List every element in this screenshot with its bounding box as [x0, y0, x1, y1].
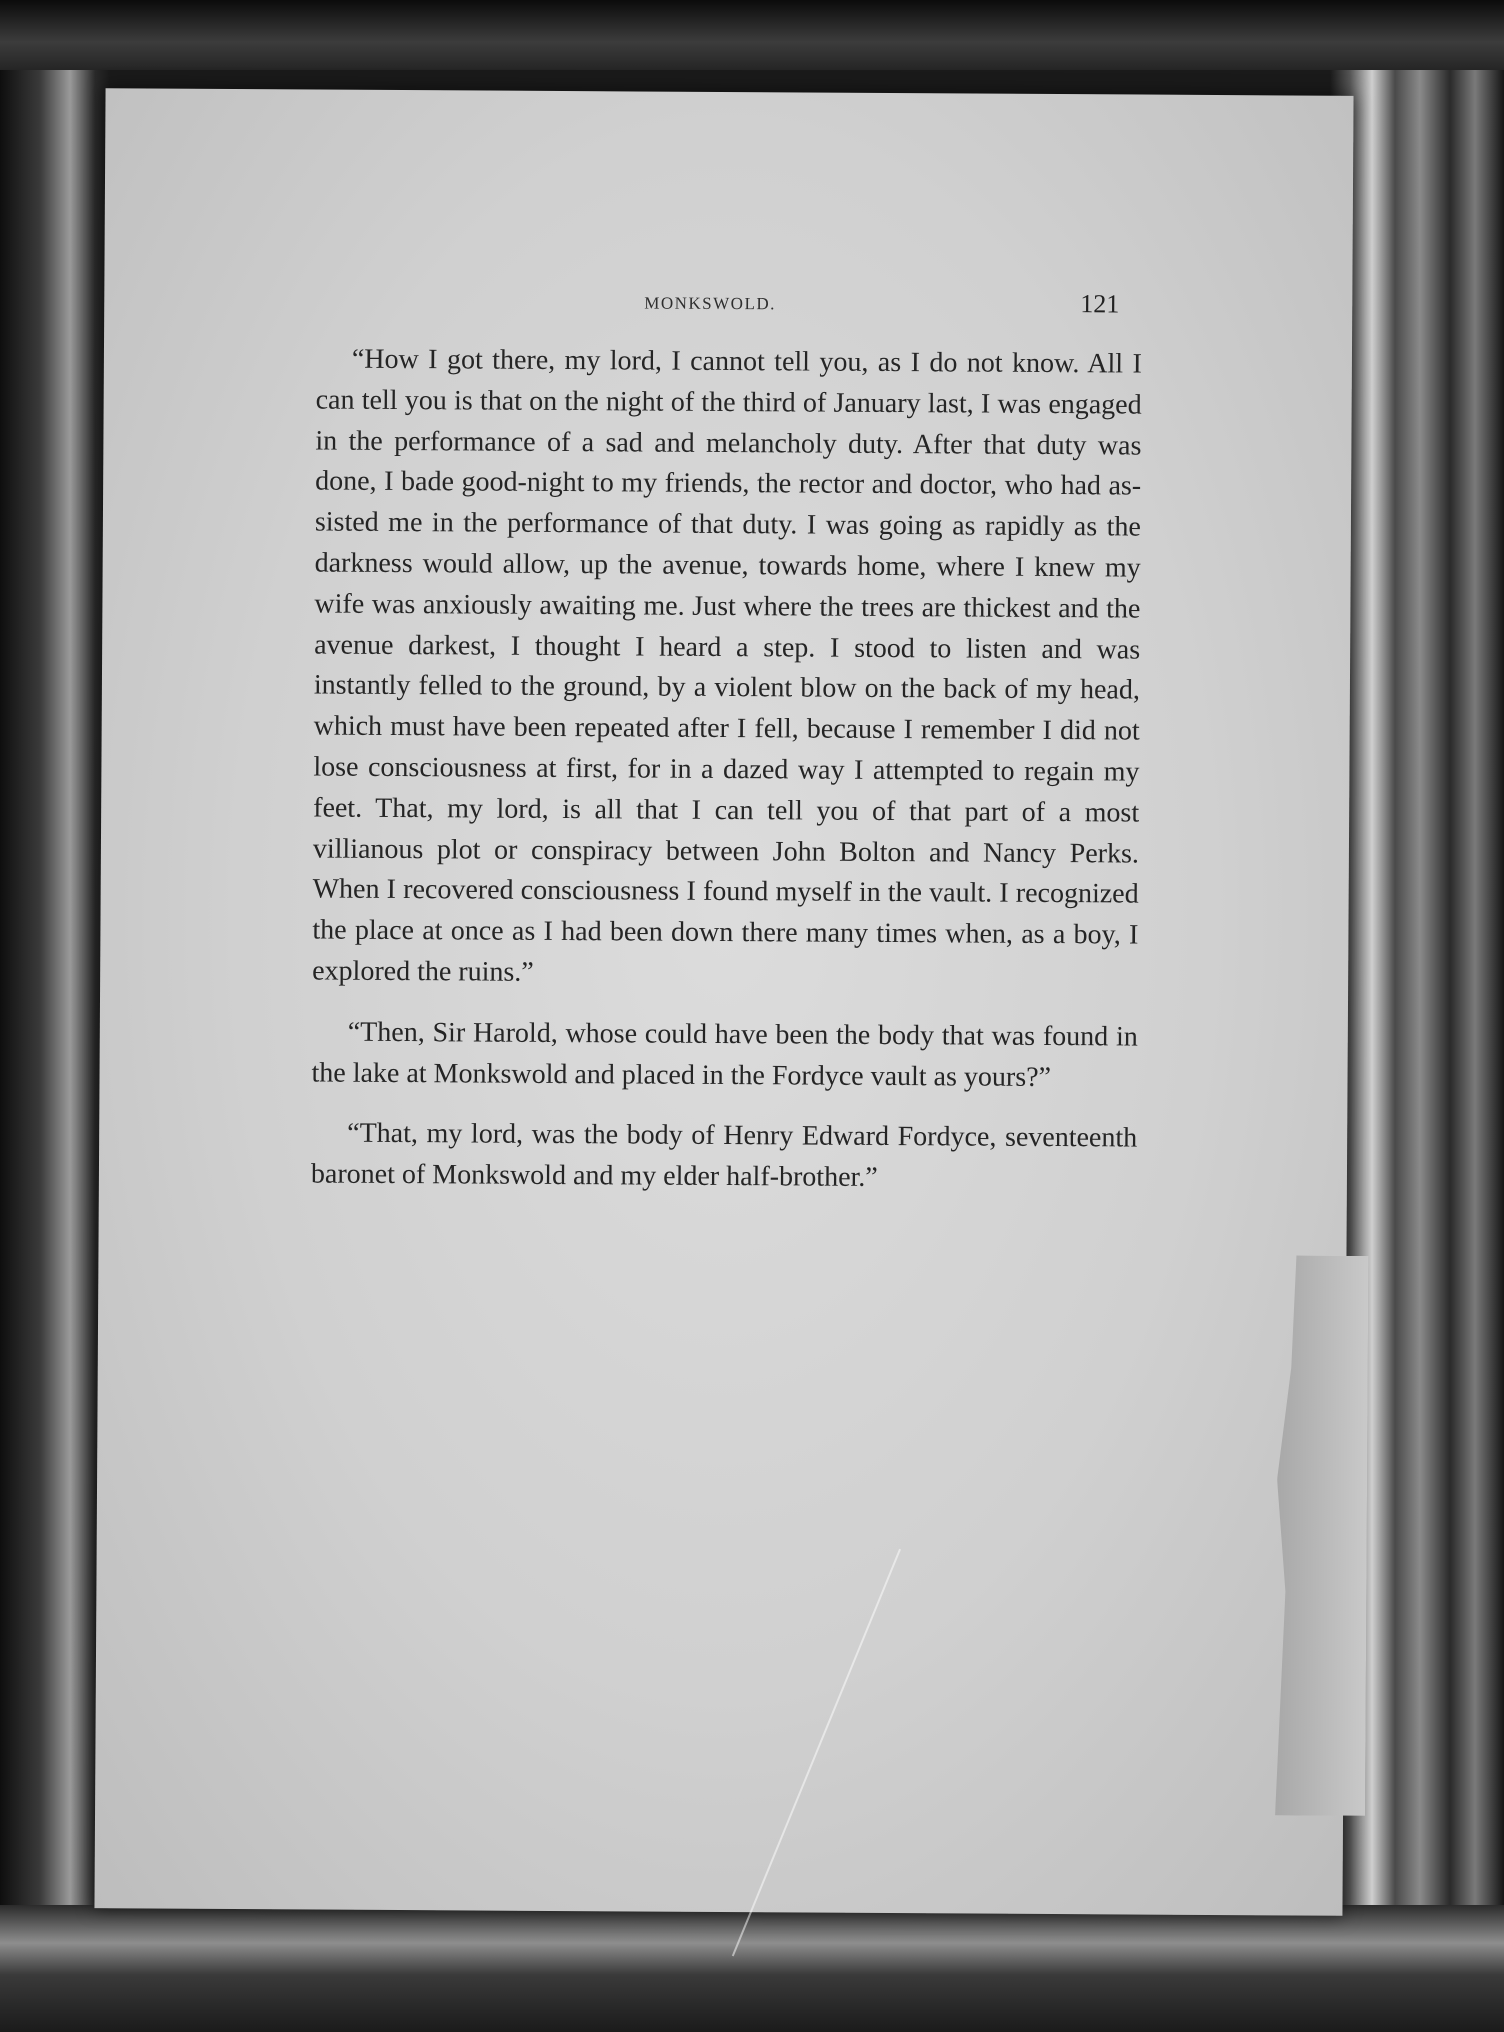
paragraph: “That, my lord, was the body of Henry Edward Fordyce, seventeenth baronet of Monkswold and my elder half-brother.” [310, 1118, 1138, 1194]
running-head: MONKSWOLD. [644, 293, 776, 314]
film-edge-top [0, 0, 1504, 70]
torn-page-edge [1275, 1255, 1368, 1816]
page-number: 121 [1080, 289, 1120, 319]
paragraph: “Then, Sir Harold, whose could have been the body that was found in the lake at Monkswold and placed in the Fordyce vault as yours?” [311, 1016, 1138, 1093]
film-scratch [732, 1549, 901, 1957]
book-page [94, 88, 1353, 1916]
body-text [311, 339, 1142, 1220]
film-edge-bottom [0, 1905, 1504, 2032]
paragraph: “How I got there, my lord, I cannot tell you, as I do not know. All I can tell you is that on the night of the third of January last, I was engaged in the performance of a sad and melancholy duty. After that duty was done, I bade good-night to my friends, the rector and doctor, who had assisted me in the performance of that duty. I was going as rapidly as the darkness would allow, up the avenue, towards home, where I knew my wife was anxiously awaiting me. Just where the trees are thickest and the avenue darkest, I thought I heard a step. I stood to listen and was instantly felled to the ground, by a violent blow on the back of my head, which must have been repeated after I fell, because I remember I did not lose consciousness at first, for in a dazed way I attempted to regain my feet. That, my lord, is all that I can tell you of that part of a most villianous plot or conspiracy between John Bolton and Nancy Perks. When I recovered consciousness I found myself in the vault. I recognized the place at once as I had been down there many times when, as a boy, I explored the ruins.” [312, 343, 1142, 988]
